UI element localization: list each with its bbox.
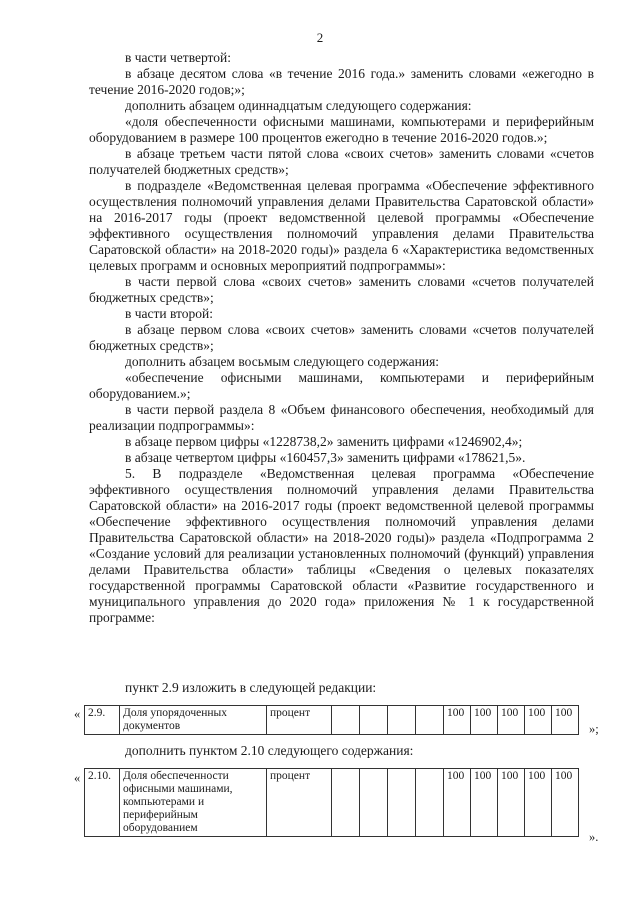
value-cell: 100 xyxy=(525,769,552,837)
empty-cell xyxy=(416,706,444,735)
empty-cell xyxy=(332,706,360,735)
paragraph: в части второй: xyxy=(125,306,214,321)
paragraph: в абзаце первом слова «своих счетов» заменить словами «счетов получателей бюджетных средств»; xyxy=(89,322,594,353)
paragraph: «доля обеспеченности офисными машинами, компьютерами и периферийным оборудованием в размере 100 процентов ежегодно в течение 2016-2020 годов.»; xyxy=(89,114,594,145)
item-number: 2.10. xyxy=(85,769,120,837)
table-row xyxy=(85,769,579,837)
paragraph: в подразделе «Ведомственная целевая программа «Обеспечение эффективного осуществления полномочий управления делами Правительства Саратовской области» на 2016-2017 годы (проект ведомственной целевой программы «Обеспечение эффективного осуществления полномочий управления делами Правительства Саратовской области» на 2018-2020 годы)» раздела 6 «Характеристика ведомственных целевых программ и основных мероприятий подпрограммы»: xyxy=(89,178,594,273)
value-cell: 100 xyxy=(444,769,471,837)
table-row xyxy=(85,706,579,735)
indicator-table-2-10 xyxy=(84,768,579,837)
unit-cell: процент xyxy=(267,706,332,735)
paragraph: в абзаце четвертом цифры «160457,3» заменить цифрами «178621,5». xyxy=(125,450,526,465)
paragraph: 5. В подразделе «Ведомственная целевая программа «Обеспечение эффективного осуществления полномочий управления делами Правительства Саратовской области» на 2016-2017 годы (проект ведомственной целевой программы «Обеспечение эффективного осуществления полномочий управления делами Правительства Саратовской области» на 2018-2020 годы)» раздела «Подпрограмма 2 «Создание условий для реализации установленных полномочий (функций) управления делами Правительства области» таблицы «Сведения о целевых показателях государственной программы Саратовской области «Развитие государственного и муниципального управления до 2020 года» приложения № 1 к государственной программе: xyxy=(89,466,594,625)
empty-cell xyxy=(332,769,360,837)
value-cell: 100 xyxy=(552,769,579,837)
paragraph: дополнить абзацем восьмым следующего содержания: xyxy=(125,354,440,369)
empty-cell xyxy=(388,769,416,837)
value-cell: 100 xyxy=(525,706,552,735)
open-quote: « xyxy=(74,707,81,721)
value-cell: 100 xyxy=(471,706,498,735)
indicator-table-2-9 xyxy=(84,705,579,735)
value-cell: 100 xyxy=(498,706,525,735)
item-number: 2.9. xyxy=(85,706,120,735)
paragraph: в абзаце первом цифры «1228738,2» заменить цифрами «1246902,4»; xyxy=(125,434,523,449)
caption-item-2-9: пункт 2.9 изложить в следующей редакции: xyxy=(125,680,377,695)
caption-item-2-10: дополнить пунктом 2.10 следующего содержания: xyxy=(125,743,414,758)
paragraph: дополнить абзацем одиннадцатым следующего содержания: xyxy=(125,98,472,113)
close-quote: »; xyxy=(589,722,599,736)
value-cell: 100 xyxy=(471,769,498,837)
open-quote: « xyxy=(74,771,81,785)
indicator-name: Доля обеспеченности офисными машинами, компьютерами и периферийным оборудованием xyxy=(120,769,267,837)
paragraph: в части четвертой: xyxy=(125,50,232,65)
paragraph: в части первой раздела 8 «Объем финансового обеспечения, необходимый для реализации подпрограммы»: xyxy=(89,402,594,433)
empty-cell xyxy=(360,706,388,735)
value-cell: 100 xyxy=(552,706,579,735)
paragraph: в абзаце десятом слова «в течение 2016 года.» заменить словами «ежегодно в течение 2016-2020 годов;»; xyxy=(89,66,594,97)
value-cell: 100 xyxy=(444,706,471,735)
value-cell: 100 xyxy=(498,769,525,837)
indicator-name: Доля упорядоченных документов xyxy=(120,706,267,735)
empty-cell xyxy=(416,769,444,837)
paragraph: «обеспечение офисными машинами, компьютерами и периферийным оборудованием.»; xyxy=(89,370,594,401)
paragraph: в абзаце третьем части пятой слова «своих счетов» заменить словами «счетов получателей бюджетных средств»; xyxy=(89,146,594,177)
empty-cell xyxy=(388,706,416,735)
page-number: 2 xyxy=(316,30,324,45)
body-text xyxy=(89,50,594,626)
unit-cell: процент xyxy=(267,769,332,837)
paragraph: в части первой слова «своих счетов» заменить словами «счетов получателей бюджетных средств»; xyxy=(89,274,594,305)
empty-cell xyxy=(360,769,388,837)
close-quote: ». xyxy=(589,830,599,844)
